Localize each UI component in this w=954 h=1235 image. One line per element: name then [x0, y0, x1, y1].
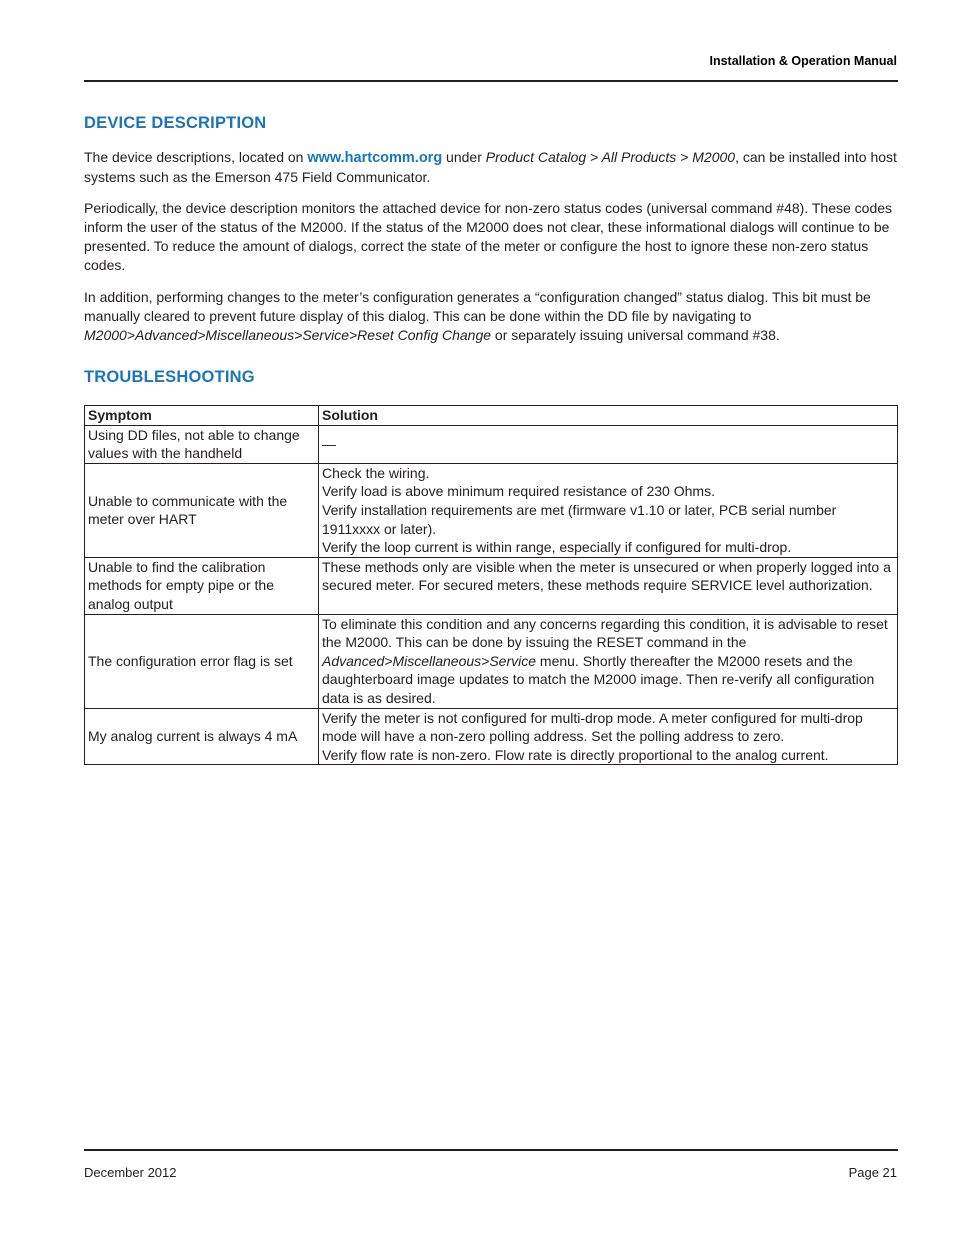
symptom-cell: My analog current is always 4 mA	[85, 708, 319, 765]
header-rule	[84, 80, 898, 82]
running-header: Installation & Operation Manual	[709, 54, 897, 68]
table-row	[85, 614, 898, 708]
table-header-row	[85, 406, 898, 426]
table-row	[85, 557, 898, 614]
symptom-cell: Using DD files, not able to change values with the handheld	[85, 425, 319, 463]
column-header-solution: Solution	[319, 406, 898, 426]
symptom-cell: Unable to find the calibration methods for empty pipe or the analog output	[85, 557, 319, 614]
table-row	[85, 708, 898, 765]
table-row	[85, 425, 898, 463]
section-heading-troubleshooting: TROUBLESHOOTING	[84, 368, 255, 386]
page-number: Page 21	[848, 1165, 897, 1180]
footer-date: December 2012	[84, 1165, 177, 1180]
solution-cell: These methods only are visible when the meter is unsecured or when properly logged into a secured meter. For secured meters, these methods require SERVICE level authorization.	[319, 557, 898, 614]
section-heading-device-description: DEVICE DESCRIPTION	[84, 114, 267, 132]
column-header-symptom: Symptom	[85, 406, 319, 426]
solution-cell: To eliminate this condition and any concerns regarding this condition, it is advisable to reset the M2000. This can be done by issuing the RESET command in the Advanced>Miscellaneous>Service menu. Shortly thereafter the M2000 resets and the daughterboard image updates to match the M2000 image. Then re-verify all configuration data is as desired.	[319, 614, 898, 708]
troubleshooting-table	[84, 405, 898, 765]
solution-cell: Check the wiring. Verify load is above minimum required resistance of 230 Ohms. Verify installation requirements are met (firmware v1.10 or later, PCB serial number 1911xxxx or later). Verify the loop current is within range, especially if configured for multi-drop.	[319, 463, 898, 557]
paragraph-status-codes: Periodically, the device description monitors the attached device for non-zero status codes (universal command #48). These codes inform the user of the status of the M2000. If the status of the M2000 does not clear, these informational dialogs will continue to be presented. To reduce the amount of dialogs, correct the state of the meter or configure the host to ignore these non-zero status codes.	[84, 200, 893, 273]
solution-cell: Verify the meter is not configured for multi-drop mode. A meter configured for multi-drop mode will have a non-zero polling address. Set the polling address to zero. Verify flow rate is non-zero. Flow rate is directly proportional to the analog current.	[319, 708, 898, 765]
table-row	[85, 463, 898, 557]
hartcomm-link[interactable]: www.hartcomm.org	[307, 150, 443, 166]
paragraph-config-changed: In addition, performing changes to the meter’s configuration generates a “configuration changed” status dialog. This bit must be manually cleared to prevent future display of this dialog. This can be done within the DD file by navigating to M2000>Advanced>Miscellaneous>Service>Reset Config Change or separately issuing universal command #38.	[84, 289, 871, 343]
footer-rule	[84, 1149, 898, 1151]
symptom-cell: The configuration error flag is set	[85, 614, 319, 708]
paragraph-dd-location: The device descriptions, located on www.hartcomm.org under Product Catalog > All Products > M2000, can be installed into host systems such as the Emerson 475 Field Communicator.	[84, 149, 897, 185]
symptom-cell: Unable to communicate with the meter over HART	[85, 463, 319, 557]
solution-cell: —	[319, 425, 898, 463]
